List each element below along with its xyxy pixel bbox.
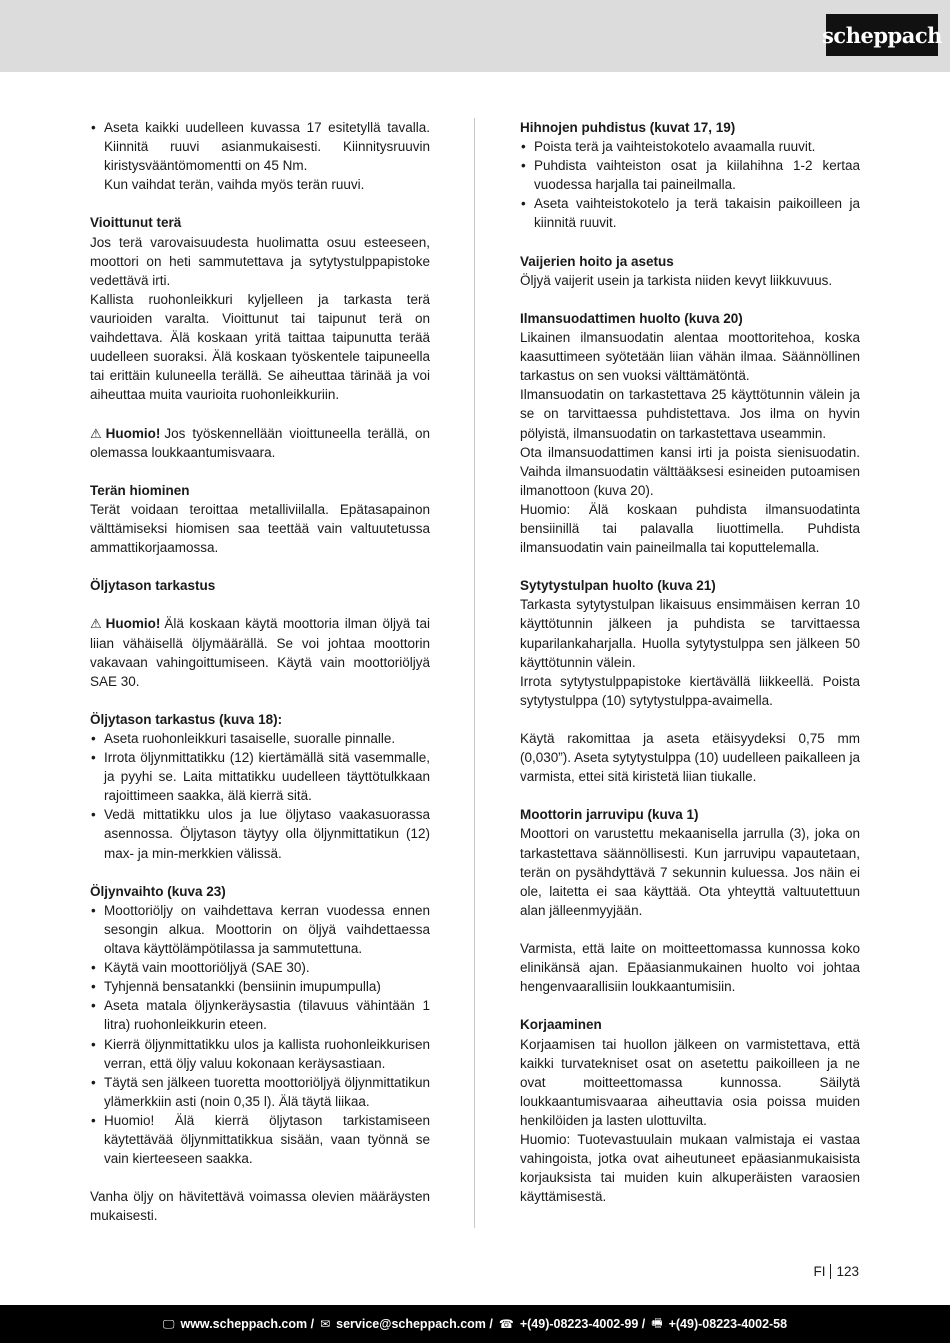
footer-website[interactable]: www.scheppach.com /: [180, 1317, 315, 1331]
bullet-item: • Vedä mittatikku ulos ja lue öljytaso vaakasuorassa asennossa. Öljytason täytyy olla öljynmittatikun (12) max- ja min-merkkien välissä.: [90, 805, 430, 862]
left-column: [90, 118, 430, 1225]
bullet-item: • Irrota öljynmittatikku (12) kiertämällä sitä vasemmalle, ja pyyhi se. Laita mittatikku uudelleen täyttötulkkaan rajoittimeen saakka, älä kierrä sitä.: [90, 748, 430, 805]
body-paragraph: Irrota sytytystulppapistoke kiertävällä liikkeellä. Poista sytytystulppa (10) sytytystulppa-avaimella.: [520, 673, 860, 708]
body-paragraph: Jos terä varovaisuudesta huolimatta osuu esteeseen, moottori on heti sammutettava ja sytytystulppapistoke vedettävä irti.: [90, 234, 430, 288]
body-paragraph: Korjaamisen tai huollon jälkeen on varmistettava, että kaikki turvatekniset osat on asetettu paikoilleen ja ne ovat moitteettomassa kunnossa. Säilytä loukkaantumisvaaraa aiheuttavia osia poissa muiden henkilöiden ja lasten ulottuvilta.: [520, 1036, 860, 1128]
content-section: [520, 309, 860, 557]
bullet-list: [90, 901, 430, 1168]
bullet-item: • Käytä vain moottoriöljyä (SAE 30).: [90, 958, 430, 977]
content-section: [520, 1015, 860, 1206]
body-paragraph: Varmista, että laite on moitteettomassa kunnossa koko elinikänsä ajan. Epäasianmukainen huolto voi johtaa hengenvaarallisiin loukkaantumisiin.: [520, 941, 860, 995]
column-divider: [474, 118, 475, 1228]
footer-email[interactable]: service@scheppach.com /: [336, 1317, 493, 1331]
content-section: [90, 576, 430, 595]
content-section: [90, 1187, 430, 1225]
section-heading: Öljytason tarkastus (kuva 18):: [90, 711, 283, 727]
content-section: [520, 939, 860, 996]
bullet-item: • Tyhjennä bensatankki (bensiinin imupumpulla): [90, 977, 430, 996]
content-section: [90, 882, 430, 1168]
bullet-item: • Moottoriöljy on vaihdettava kerran vuodessa ennen sesongin alkua. Moottorin on öljyä vaihdettaessa oltava käyttölämpötilassa ja sammutettuna.: [90, 901, 430, 958]
warning-text: Älä koskaan käytä moottoria ilman öljyä tai liian vähäisellä öljymäärällä. Se voi johtaa moottorin vakavaan vahingoittumiseen. Käytä vain moottoriöljyä SAE 30.: [90, 616, 430, 689]
content-section: [520, 729, 860, 786]
bullet-item: • Aseta kaikki uudelleen kuvassa 17 esitetyllä tavalla. Kiinnitä ruuvi asianmukaisesti. Kiinnitysruuvin kiristysvääntömomentti on 45 Nm. Kun vaihdat terän, vaihda myös terän ruuvi.: [90, 118, 430, 194]
body-paragraph: Terät voidaan teroittaa metalliviilalla. Epätasapainon välttämiseksi hiomisen saa teettää vain valtuutetussa ammattikorjaamossa.: [90, 501, 430, 556]
body-paragraph: Huomio: Älä koskaan puhdista ilmansuodatinta bensiinillä tai palavalla liuottimella. Puhdista ilmansuodatin vain paineilmalla tai koputtelemalla.: [520, 501, 860, 556]
warning-text: Jos työskennellään vioittuneella terällä, on olemassa loukkaantumisvaara.: [90, 425, 430, 460]
bullet-item: • Puhdista vaihteiston osat ja kiilahihna 1-2 kertaa vuodessa harjalla tai paineilmalla.: [520, 156, 860, 194]
bullet-list: [90, 729, 430, 863]
body-paragraph: Ilmansuodatin on tarkastettava 25 käyttötunnin välein ja se on tarvittaessa puhdistettava. Jos ilma on hyvin pölyistä, ilmansuodatin on tarkastettava useammin.: [520, 387, 860, 441]
content-section: [90, 118, 430, 194]
fax-icon: 🖷: [651, 1315, 663, 1330]
warning-triangle-icon: ⚠: [90, 425, 102, 441]
section-heading: Hihnojen puhdistus (kuvat 17, 19): [520, 120, 736, 135]
section-heading: Vioittunut terä: [90, 215, 182, 231]
bullet-item: • Täytä sen jälkeen tuoretta moottoriöljyä öljynmittatikun ylämerkkiin asti (noin 0,35 l). Älä täytä liikaa.: [90, 1073, 430, 1111]
section-heading: Öljytason tarkastus: [90, 578, 216, 594]
phone-icon: ☎: [498, 1317, 514, 1331]
bullet-item: • Aseta ruohonleikkuri tasaiselle, suoralle pinnalle.: [90, 729, 430, 748]
section-heading: Ilmansuodattimen huolto (kuva 20): [520, 310, 743, 326]
section-heading: Moottorin jarruvipu (kuva 1): [520, 807, 699, 823]
content-section: [520, 805, 860, 920]
footer-phone: +(49)-08223-4002-99 /: [519, 1317, 646, 1331]
section-heading: Sytytystulpan huolto (kuva 21): [520, 578, 716, 594]
warning-paragraph: [90, 614, 430, 690]
content-section: [90, 614, 430, 690]
content-section: [520, 118, 860, 233]
section-heading: Öljynvaihto (kuva 23): [90, 883, 226, 899]
envelope-icon: ✉: [320, 1317, 331, 1331]
bullet-item: • Huomio! Älä kierrä öljytason tarkistamiseen käytettävää öljynmittatikkua sisään, vaan työnnä se vain kierteeseen saakka.: [90, 1111, 430, 1168]
computer-icon: 🖵: [162, 1316, 175, 1331]
brand-logo: [822, 14, 942, 56]
content-section: [520, 252, 860, 290]
content-section: [90, 481, 430, 557]
footer-fax: +(49)-08223-4002-58: [668, 1317, 788, 1331]
warning-label: Huomio!: [105, 616, 161, 632]
content-section: [90, 710, 430, 863]
body-paragraph: Kallista ruohonleikkuri kyljelleen ja tarkasta terä vaurioiden varalta. Vioittunut tai taipunut terä on vaihdettava. Älä koskaan yritä taittaa taipunutta terää uudelleen suoraksi. Älä koskaan työskentele taipuneella tai erittäin kuluneella terällä. Se aiheuttaa tärinää ja voi aiheuttaa muita vaurioita ruohonleikkuriin.: [90, 291, 430, 403]
body-paragraph: Öljyä vaijerit usein ja tarkista niiden kevyt liikkuvuus.: [520, 272, 833, 288]
body-paragraph: Likainen ilmansuodatin alentaa moottoritehoa, koska kaasuttimeen syötetään liian vähän ilmaa. Säännöllinen tarkastus on sen vuoksi välttämätöntä.: [520, 330, 860, 384]
body-paragraph: Huomio: Tuotevastuulain mukaan valmistaja ei vastaa vahingoista, jotka ovat aiheutuneet epäasianmukaisista korjauksista tai muiden kuin alkuperäisten varaosien käyttämisestä.: [520, 1131, 860, 1205]
page-number: [813, 1264, 859, 1279]
body-paragraph: Tarkasta sytytystulpan likaisuus ensimmäisen kerran 10 käyttötunnin jälkeen ja puhdista se tarvittaessa kuparilankaharjalla. Huolla sytytystulppa sen jälkeen 50 käyttötunnin välein.: [520, 597, 860, 670]
warning-label: Huomio!: [105, 425, 161, 441]
page-number-separator: [830, 1264, 831, 1279]
body-paragraph: Vanha öljy on hävitettävä voimassa olevien määräysten mukaisesti.: [90, 1189, 430, 1224]
bullet-item: • Aseta matala öljynkeräysastia (tilavuus vähintään 1 litra) ruohonleikkurin eteen.: [90, 996, 430, 1034]
brand-logo-text: scheppach: [822, 22, 942, 48]
page-number-value: 123: [836, 1264, 859, 1279]
bullet-item: • Aseta vaihteistokotelo ja terä takaisin paikoilleen ja kiinnitä ruuvit.: [520, 194, 860, 232]
body-paragraph: Käytä rakomittaa ja aseta etäisyydeksi 0,75 mm (0,030”). Aseta sytytystulppa (10) uudelleen paikalleen ja varmista, ettei sitä kiristetä liian tiukalle.: [520, 731, 860, 785]
warning-triangle-icon: ⚠: [90, 616, 102, 632]
section-heading: Terän hiominen: [90, 482, 190, 498]
bullet-list: [90, 118, 430, 194]
content-section: [520, 576, 860, 710]
right-column: [520, 118, 860, 1206]
section-heading: Vaijerien hoito ja asetus: [520, 253, 674, 269]
section-heading: Korjaaminen: [520, 1017, 602, 1033]
header-band: [0, 0, 950, 72]
body-paragraph: Ota ilmansuodattimen kansi irti ja poista sienisuodatin. Vaihda ilmansuodatin välttääksesi esineiden putoamisen ilmanottoon (kuva 20).: [520, 444, 860, 498]
content-section: [90, 213, 430, 404]
page-language: FI: [813, 1264, 826, 1279]
bullet-item: • Poista terä ja vaihteistokotelo avaamalla ruuvit.: [520, 137, 860, 156]
content-section: [90, 424, 430, 462]
warning-paragraph: [90, 424, 430, 462]
body-paragraph: Moottori on varustettu mekaanisella jarrulla (3), joka on tarkastettava säännöllisesti. Kun jarruvipu vapautetaan, terän on pysähdyttävä 7 sekunnin kuluessa. Jos näin ei ole, laitetta ei saa käyttää. Ota yhteyttä valtuutettuun alan jälleenmyyjään.: [520, 826, 860, 918]
bullet-item: • Kierrä öljynmittatikku ulos ja kallista ruohonleikkurisen verran, että öljy valuu kokonaan keräysastiaan.: [90, 1035, 430, 1073]
bullet-list: [520, 137, 860, 232]
footer-bar: [0, 1305, 950, 1343]
